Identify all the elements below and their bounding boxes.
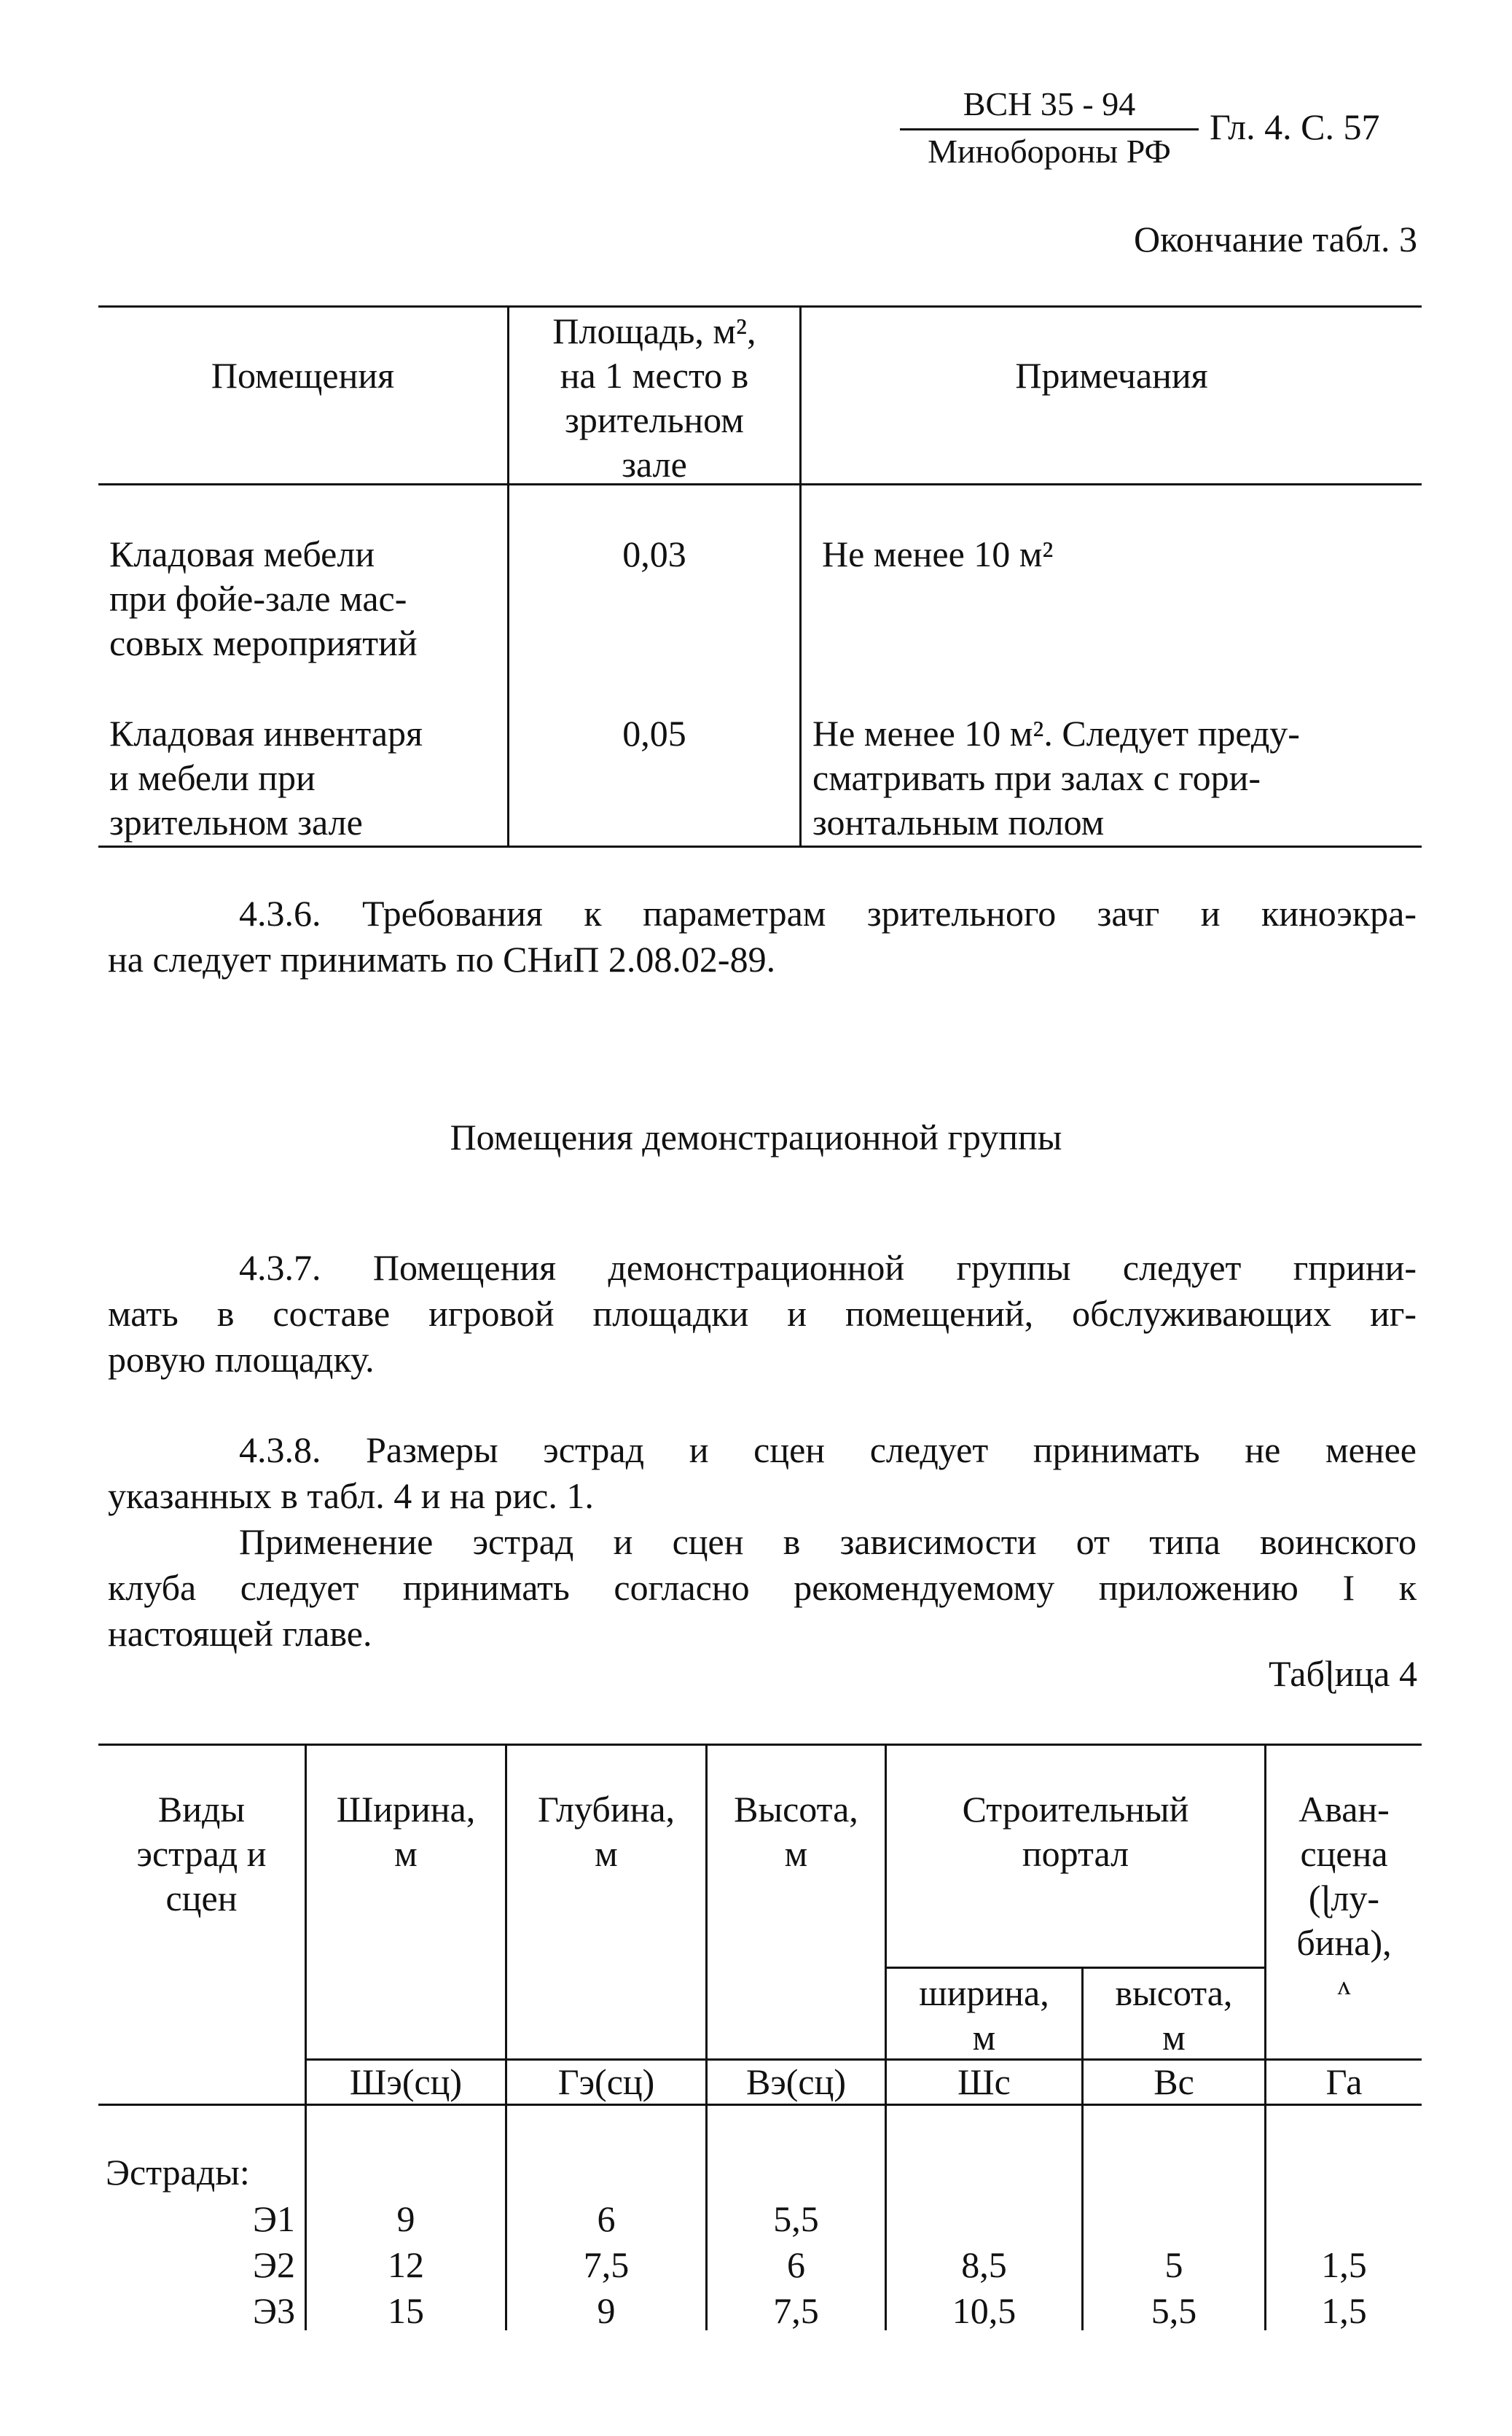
section-title: Помещения демонстрационной группы bbox=[450, 1117, 1062, 1158]
table3-row1-room-line3: совых мероприятий bbox=[109, 622, 418, 663]
paragraph-4-3-6-line1: 4.3.6. Требования к параметрам зрительного зачг и киноэкра- bbox=[239, 893, 1417, 934]
table4-row2-portal-width: 8,5 bbox=[961, 2244, 1007, 2285]
table3-header-rooms: Помещения bbox=[211, 355, 395, 396]
page-reference: Гл. 4. С. 57 bbox=[1210, 106, 1380, 147]
table4-code-depth: Гэ(сц) bbox=[557, 2061, 655, 2102]
table3-row1-room-line2: при фойе-зале мас- bbox=[109, 578, 407, 619]
table4-code-height: Вэ(сц) bbox=[745, 2061, 847, 2102]
table4-header-kind-line2: эстрад и bbox=[136, 1833, 267, 1874]
table3-row2-note-line1: Не менее 10 м². Следует преду- bbox=[812, 713, 1300, 754]
table4-header-portal-height-line2: м bbox=[1162, 2017, 1186, 2058]
table4-header-width bbox=[307, 1787, 505, 1876]
table4-top-rule bbox=[98, 1744, 1422, 1746]
table3-header-area-line1: Площадь, м², bbox=[552, 311, 756, 351]
table4-header-kind-line3: сцен bbox=[165, 1878, 238, 1918]
table4-header-portal-height-line1: высота, bbox=[1115, 1972, 1233, 2013]
paragraph-4-3-8-application-line3: настоящей главе. bbox=[108, 1613, 372, 1654]
table4-header-portal-height bbox=[1084, 1971, 1264, 2060]
table4-header-height-line2: м bbox=[784, 1833, 808, 1874]
table3-row2-room bbox=[109, 711, 503, 845]
table4-row1-width: 9 bbox=[396, 2198, 415, 2239]
table3-header-area bbox=[509, 309, 799, 487]
table4-code-portal-width: Шс bbox=[957, 2061, 1011, 2102]
paragraph-4-3-7-line3: ровую площадку. bbox=[108, 1339, 375, 1380]
table3-header-area-line3: зрительном bbox=[565, 399, 744, 440]
table3-caption: Окончание табл. 3 bbox=[1134, 219, 1417, 259]
table4-row2-proscenium: 1,5 bbox=[1321, 2244, 1367, 2285]
table4-header-proscenium-line1: Аван- bbox=[1298, 1789, 1390, 1830]
paragraph-4-3-8-application bbox=[108, 1519, 1417, 1657]
table3-row2-note-line3: зонтальным полом bbox=[812, 802, 1105, 843]
table4-row2-name: Э2 bbox=[252, 2244, 295, 2285]
paragraph-4-3-7 bbox=[108, 1245, 1417, 1383]
table3-row2-area: 0,05 bbox=[622, 713, 686, 754]
table3-bottom-rule bbox=[98, 846, 1422, 848]
table4-header-portal bbox=[887, 1787, 1264, 1876]
issuing-organization: Минобороны РФ bbox=[928, 133, 1171, 170]
table3-row1-room bbox=[109, 532, 503, 665]
table4-row1-height: 5,5 bbox=[773, 2198, 819, 2239]
table4-row3-proscenium: 1,5 bbox=[1321, 2290, 1367, 2331]
table4-row3-width: 15 bbox=[388, 2290, 424, 2331]
table4-code-proscenium: Га bbox=[1325, 2061, 1363, 2102]
table4-row1-depth: 6 bbox=[597, 2198, 616, 2239]
table3-row1-note bbox=[822, 532, 1405, 577]
paragraph-4-3-7-line2: мать в составе игровой площадки и помещений, обслуживающих иг- bbox=[108, 1293, 1417, 1334]
document-code: ВСН 35 - 94 bbox=[963, 85, 1136, 122]
paragraph-4-3-8-application-line1: Применение эстрад и сцен в зависимости от типа воинского bbox=[239, 1521, 1417, 1562]
table4-row1-name: Э1 bbox=[252, 2198, 295, 2239]
table4-row2-width: 12 bbox=[388, 2244, 424, 2285]
table4-row2-height: 6 bbox=[787, 2244, 805, 2285]
table3-header-notes: Примечания bbox=[1015, 355, 1208, 396]
header-divider bbox=[900, 128, 1199, 130]
table4-header-kind-line1: Виды bbox=[157, 1789, 246, 1830]
table3-row2-note-line2: сматривать при залах с гори- bbox=[812, 757, 1261, 798]
table4-row3-depth: 9 bbox=[597, 2290, 616, 2331]
table4-row3-portal-width: 10,5 bbox=[952, 2290, 1017, 2331]
table4-row3-height: 7,5 bbox=[773, 2290, 819, 2331]
paragraph-4-3-8-line1: 4.3.8. Размеры эстрад и сцен следует принимать не менее bbox=[239, 1429, 1417, 1470]
table4-group-label: Эстрады: bbox=[106, 2152, 250, 2193]
table3-row2-room-line1: Кладовая инвентаря bbox=[109, 713, 423, 754]
paragraph-4-3-8 bbox=[108, 1427, 1417, 1519]
table4-header-depth bbox=[507, 1787, 705, 1876]
paragraph-4-3-6 bbox=[108, 891, 1417, 983]
table3-row1-note-line1: Не менее 10 м² bbox=[822, 534, 1054, 574]
table3-top-rule bbox=[98, 305, 1422, 308]
table4-row3-portal-height: 5,5 bbox=[1151, 2290, 1197, 2331]
paragraph-4-3-8-application-line2: клуба следует принимать согласно рекомендуемому приложению I к bbox=[108, 1567, 1417, 1608]
table4-header-portal-line1: Строительный bbox=[962, 1789, 1189, 1830]
table4-header-height-line1: Высота, bbox=[734, 1789, 858, 1830]
table4-header-portal-width-line2: м bbox=[972, 2017, 996, 2058]
table4-header-depth-line2: м bbox=[595, 1833, 618, 1874]
table4-header-proscenium-line3: (ɭлу- bbox=[1308, 1878, 1380, 1918]
table4-header-proscenium bbox=[1266, 1787, 1422, 2006]
table4-caption: Табɭица 4 bbox=[1268, 1653, 1417, 1694]
table3-row1-room-line1: Кладовая мебели bbox=[109, 534, 375, 574]
table4-header-proscenium-line4: бина), bbox=[1296, 1922, 1392, 1963]
table4-row2-portal-height: 5 bbox=[1164, 2244, 1183, 2285]
table4-header-height bbox=[708, 1787, 885, 1876]
table3-header-area-line2: на 1 место в bbox=[560, 355, 749, 396]
table4-header-portal-line2: портал bbox=[1022, 1833, 1129, 1874]
table3-row2-room-line3: зрительном зале bbox=[109, 802, 363, 843]
table4-row3-name: Э3 bbox=[252, 2290, 295, 2331]
table4-header-kind bbox=[98, 1787, 305, 1921]
table4-portal-subheader-rule bbox=[885, 1967, 1264, 1969]
table4-header-width-line1: Ширина, bbox=[336, 1789, 476, 1830]
table4-header-proscenium-line5: ʌ bbox=[1337, 1971, 1351, 2000]
table4-code-portal-height: Вс bbox=[1153, 2061, 1194, 2102]
table4-header-portal-width-line1: ширина, bbox=[919, 1972, 1049, 2013]
paragraph-4-3-7-line1: 4.3.7. Помещения демонстрационной группы следует гприни- bbox=[239, 1247, 1417, 1288]
paragraph-4-3-6-line2: на следует принимать по СНиП 2.08.02-89. bbox=[108, 939, 776, 980]
table4-header-depth-line1: Глубина, bbox=[537, 1789, 675, 1830]
table3-row2-note bbox=[812, 711, 1417, 845]
table4-code-width: Шэ(сц) bbox=[349, 2061, 463, 2102]
table3-header-area-line4: зале bbox=[622, 444, 687, 485]
table3-row2-room-line2: и мебели при bbox=[109, 757, 316, 798]
paragraph-4-3-8-line2: указанных в табл. 4 и на рис. 1. bbox=[108, 1475, 594, 1516]
table4-row2-depth: 7,5 bbox=[583, 2244, 630, 2285]
table4-header-portal-width bbox=[887, 1971, 1081, 2060]
table4-header-width-line2: м bbox=[394, 1833, 418, 1874]
table3-row1-area: 0,03 bbox=[622, 534, 686, 574]
table4-header-proscenium-line2: сцена bbox=[1300, 1833, 1388, 1874]
